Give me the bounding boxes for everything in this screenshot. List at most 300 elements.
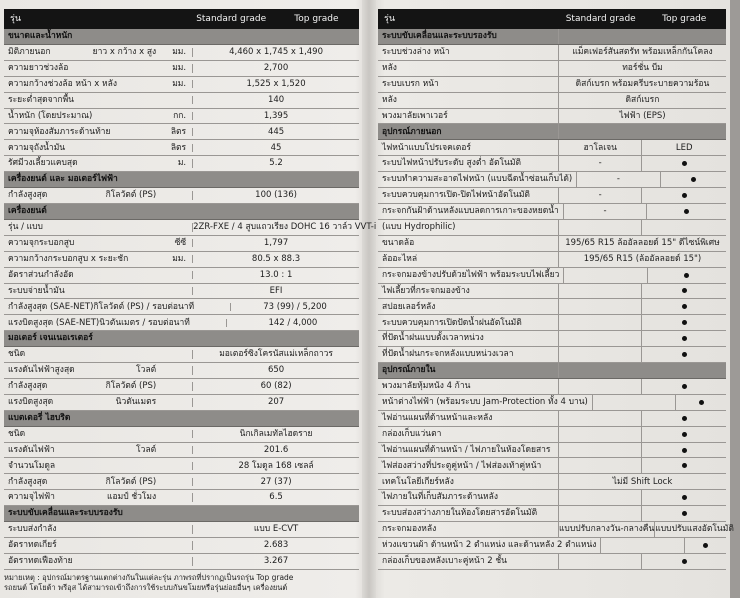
spec-subunit: กิโลวัตต์ (PS) / รอบต่อนาที [93, 301, 195, 312]
spec-label: ไฟเลี้ยวที่กระจกมองข้าง [378, 284, 559, 299]
spec-row [378, 522, 734, 538]
included-dot-icon [682, 288, 687, 293]
spec-value: 28 โมดูล 168 เซลล์ [192, 462, 359, 471]
spec-value: EFI [192, 287, 359, 296]
included-dot-icon [703, 543, 708, 548]
spec-row [378, 379, 726, 395]
spec-row [378, 458, 726, 474]
spec-row [4, 347, 359, 363]
section-title: เครื่องยนต์ และ มอเตอร์ไฟฟ้า [8, 174, 118, 185]
spec-row [4, 156, 359, 172]
top-value [676, 395, 726, 410]
spec-name: ความจุถังน้ำมัน [8, 142, 66, 153]
spec-row [4, 538, 359, 554]
spec-name: อัตราส่วนกำลังอัด [8, 269, 74, 280]
spec-label [4, 303, 198, 312]
spec-label: กล่องเก็บแว่นตา [378, 427, 559, 442]
spec-label [4, 96, 160, 105]
spec-subunit: นิวตันเมตร [115, 397, 157, 408]
spec-table-right [378, 9, 734, 570]
spec-label [4, 223, 160, 232]
included-dot-icon [691, 177, 696, 182]
spec-value: 1,525 x 1,520 [192, 80, 359, 89]
spec-label [4, 446, 160, 455]
header-top: Top grade [662, 13, 707, 24]
spec-label: กระจกกันฝ้าด้านหลังแบบลดการเกาะของหยดน้ำ [378, 204, 564, 219]
spec-row [4, 443, 359, 459]
spec-label: ระบบไฟหน้าปรับระดับ สูงต่ำ อัตโนมัติ [378, 156, 559, 171]
spec-row [4, 124, 359, 140]
standard-value [559, 299, 643, 314]
spec-row [4, 236, 359, 252]
spec-value: ไฟฟ้า (EPS) [619, 110, 666, 121]
standard-value [593, 395, 677, 410]
spec-label: หน้าต่างไฟฟ้า (พร้อมระบบ Jam-Protection ทั้ง 4 บาน) [378, 395, 593, 410]
spec-unit: ซีซี [174, 237, 187, 248]
spec-value: 45 [192, 144, 359, 153]
spec-unit: มม. [172, 63, 187, 74]
spec-label: หลัง [378, 61, 559, 76]
header-model: รุ่น [10, 13, 21, 24]
top-value [647, 204, 726, 219]
spec-label [4, 287, 160, 296]
spec-value: 73 (99) / 5,200 [230, 303, 359, 312]
section-title: อุปกรณ์ภายใน [378, 363, 559, 378]
spec-value: นิกเกิลเมทัลไฮดราย [192, 430, 359, 439]
top-value [642, 411, 726, 426]
spec-name: ความยาวช่วงล้อ [8, 63, 69, 74]
spec-row [4, 490, 359, 506]
spec-value: แบบ E-CVT [192, 525, 359, 534]
standard-value [559, 443, 643, 458]
spec-row [4, 140, 359, 156]
spec-row [378, 204, 726, 220]
spec-unit: กก. [173, 110, 187, 121]
spec-value: ทอร์ชั่น บีม [622, 63, 663, 74]
spec-value: 1,395 [192, 112, 359, 121]
header-model: รุ่น [384, 13, 395, 24]
spec-value: 195/65 R15 ล้ออัลลอยด์ 15" ดีไซน์พิเศษ [565, 237, 720, 248]
spec-label: ระบบควบคุมการเปิด-ปิดไฟหน้าอัตโนมัติ [378, 188, 559, 203]
section-header [378, 124, 726, 140]
section-header [4, 411, 359, 427]
spec-row [4, 93, 359, 109]
standard-value [559, 554, 643, 569]
spec-label [4, 271, 160, 280]
standard-value [559, 458, 643, 473]
spec-unit: มม. [172, 78, 187, 89]
footnote-line: รถยนต์ โตโยต้า พรีอุส ได้สามารถเข้าถึงการใช้ระบบกันขโมยหรือรุ่นย่อยอื่นๆ เครื่องยนต์ [4, 583, 288, 592]
top-value [642, 331, 726, 346]
header-standard: Standard grade [196, 13, 267, 24]
spec-row [378, 172, 726, 188]
section-header [378, 29, 726, 45]
section-title: ระบบขับเคลื่อนและระบบรองรับ [378, 29, 559, 44]
spec-row [4, 188, 359, 204]
spec-name: ความกว้างช่วงล้อ หน้า x หลัง [8, 78, 117, 89]
spec-row [378, 490, 726, 506]
spec-row [378, 299, 726, 315]
spec-row [378, 443, 726, 459]
section-title: มอเตอร์ เจนเนอเรเตอร์ [8, 333, 93, 344]
spec-row [4, 268, 359, 284]
spec-label: ขนาดล้อ [378, 236, 559, 251]
standard-value [559, 490, 643, 505]
included-dot-icon [682, 193, 687, 198]
standard-value: - [577, 172, 661, 187]
spec-unit: ลิตร [170, 142, 187, 153]
spec-name: กำลังสูงสุด [8, 476, 48, 487]
spec-subunit: โวลต์ [136, 444, 157, 455]
spec-value: 2.683 [192, 541, 359, 550]
included-dot-icon [684, 273, 689, 278]
footnote [4, 573, 724, 593]
top-value [642, 284, 726, 299]
spec-table-left [4, 9, 377, 570]
spec-value: 100 (136) [192, 191, 359, 200]
spec-name: อัตราทดเฟืองท้าย [8, 556, 73, 567]
spec-subunit: นิวตันเมตร / รอบต่อนาที [99, 317, 190, 328]
spec-row [378, 220, 726, 236]
spec-row [378, 109, 726, 125]
spec-row [378, 315, 726, 331]
included-dot-icon [682, 416, 687, 421]
top-value: แบบปรับแสงอัตโนมัติ [655, 524, 734, 535]
spec-label: ระบบทำความสะอาดไฟหน้า (แบบฉีดน้ำซ่อนเก็บได้) [378, 172, 577, 187]
top-value [642, 299, 726, 314]
spec-name: ความกว้างกระบอกสูบ x ระยะชัก [8, 253, 129, 264]
top-value [642, 220, 726, 235]
standard-value [559, 347, 643, 362]
spec-label: พวงมาลัยหุ้มหนัง 4 ก้าน [378, 379, 559, 394]
spec-value: 207 [192, 398, 359, 407]
spec-value: มอเตอร์ซิงโครนัสแม่เหล็กถาวร [192, 350, 359, 359]
spec-name: กำลังสูงสุด (SAE-NET) [8, 301, 94, 312]
standard-value [559, 427, 643, 442]
included-dot-icon [682, 448, 687, 453]
spec-row [378, 331, 726, 347]
included-dot-icon [682, 559, 687, 564]
spec-row [378, 554, 726, 570]
section-title: อุปกรณ์ภายนอก [378, 124, 559, 139]
spec-name: ความจุไฟฟ้า [8, 492, 55, 503]
spec-value: 2,700 [192, 64, 359, 73]
spec-name: กำลังสูงสุด [8, 381, 48, 392]
spec-value: 140 [192, 96, 359, 105]
section-title: เครื่องยนต์ [8, 206, 47, 217]
spec-row [378, 474, 726, 490]
standard-value: - [559, 188, 643, 203]
table-header [378, 9, 726, 29]
spec-row [378, 93, 726, 109]
spec-row [378, 252, 726, 268]
included-dot-icon [699, 400, 704, 405]
spec-row [4, 395, 359, 411]
standard-value [601, 538, 685, 553]
included-dot-icon [682, 511, 687, 516]
spec-name: แรงดันไฟฟ้าสูงสุด [8, 365, 75, 376]
spec-label [4, 319, 194, 328]
section-header [4, 331, 359, 347]
spec-value: 27 (37) [192, 478, 359, 487]
section-header [4, 506, 359, 522]
spec-row [4, 474, 359, 490]
spec-row [4, 252, 359, 268]
spec-row [4, 61, 359, 77]
spec-row [4, 299, 359, 315]
top-value [685, 538, 726, 553]
spec-row [378, 268, 726, 284]
spec-label [4, 112, 160, 121]
spec-label: ระบบเบรก หน้า [378, 77, 559, 92]
standard-value [559, 331, 643, 346]
standard-value [559, 411, 643, 426]
spec-row [4, 45, 359, 61]
top-value [642, 506, 726, 521]
included-dot-icon [682, 463, 687, 468]
spec-row [378, 538, 726, 554]
spec-name: ระยะต่ำสุดจากพื้น [8, 94, 74, 105]
spec-label [4, 128, 160, 137]
spec-label [4, 80, 160, 89]
top-value [642, 458, 726, 473]
spec-value: 2ZR-FXE / 4 สูบแถวเรียง DOHC 16 วาล์ว VVT-i [193, 222, 377, 233]
included-dot-icon [682, 336, 687, 341]
page-gutter [362, 0, 376, 598]
top-value [642, 443, 726, 458]
spec-row [378, 156, 726, 172]
header-top: Top grade [294, 13, 339, 24]
standard-value: - [564, 204, 648, 219]
spec-label [4, 144, 160, 153]
spec-subunit: โวลต์ [136, 365, 157, 376]
spec-label [4, 525, 160, 534]
top-value [642, 427, 726, 442]
spec-unit: มม. [172, 253, 187, 264]
spec-value: ดิสก์เบรก [625, 94, 660, 105]
spec-value: 80.5 x 88.3 [192, 255, 359, 264]
spec-row [378, 77, 726, 93]
spec-subunit: กิโลวัตต์ (PS) [105, 476, 157, 487]
spec-name: น้ำหนัก (โดยประมาณ) [8, 110, 93, 121]
spec-label [4, 541, 160, 550]
spec-value: แม็คเฟอร์สันสตรัท พร้อมเหล็กกันโคลง [572, 47, 713, 58]
spec-row [378, 236, 726, 252]
spec-name: รัศมีวงเลี้ยวแคบสุด [8, 158, 78, 169]
page-edge [730, 0, 740, 598]
spec-row [378, 427, 726, 443]
spec-row [378, 61, 726, 77]
spec-value: 13.0 : 1 [192, 271, 359, 280]
spec-name: รุ่น / แบบ [8, 222, 43, 233]
spec-label: ห่วงแขวนผ้า ด้านหน้า 2 ตำแหน่ง และด้านหลัง 2 ตำแหน่ง [378, 538, 601, 553]
spec-row [4, 379, 359, 395]
spec-label: ไฟอ่านแผนที่ด้านหน้า / ไฟภายในห้องโดยสาร [378, 443, 559, 458]
spec-value: 1,797 [192, 239, 359, 248]
spec-row [378, 284, 726, 300]
spec-label: ที่ปัดน้ำฝนกระจกหลังแบบหน่วงเวลา [378, 347, 559, 362]
top-value [661, 172, 726, 187]
top-value [642, 379, 726, 394]
top-value [642, 315, 726, 330]
standard-value [559, 379, 643, 394]
spec-label [4, 398, 160, 407]
included-dot-icon [682, 384, 687, 389]
spec-subunit: แอมป์ ชั่วโมง [107, 492, 157, 503]
top-value [642, 156, 726, 171]
standard-value: แบบปรับกลางวัน-กลางคืน [559, 522, 655, 537]
standard-value [559, 506, 643, 521]
standard-value [564, 268, 648, 283]
spec-label: หลัง [378, 93, 559, 108]
standard-value [559, 315, 643, 330]
spec-value: 445 [192, 128, 359, 137]
spec-unit: มม. [172, 47, 187, 58]
spec-row [378, 188, 726, 204]
spec-label: ที่ปัดน้ำฝนแบบตั้งเวลาหน่วง [378, 331, 559, 346]
standard-value: ฮาโลเจน [559, 140, 643, 155]
spec-name: ระบบจ่ายน้ำมัน [8, 285, 65, 296]
spec-name: แรงดันไฟฟ้า [8, 444, 55, 455]
spec-row [4, 363, 359, 379]
spec-label [4, 64, 160, 73]
spec-label: ไฟส่องสว่างที่ประตูคู่หน้า / ไฟส่องเท้าคู่หน้า [378, 458, 559, 473]
spec-value: 201.6 [192, 446, 359, 455]
spec-label [4, 255, 160, 264]
top-value [648, 268, 726, 283]
spec-row [4, 427, 359, 443]
spec-label [4, 191, 160, 200]
included-dot-icon [682, 304, 687, 309]
included-dot-icon [682, 161, 687, 166]
included-dot-icon [682, 352, 687, 357]
standard-value [559, 284, 643, 299]
spec-row [4, 458, 359, 474]
spec-subunit: กิโลวัตต์ (PS) [105, 381, 157, 392]
spec-row [378, 45, 726, 61]
section-header [4, 204, 359, 220]
spec-label: กระจกมองข้างปรับด้วยไฟฟ้า พร้อมระบบไฟเลี้ยว [378, 268, 564, 283]
table-header [4, 9, 359, 29]
spec-value: 195/65 R15 (ล้ออัลลอยด์ 15") [583, 253, 702, 264]
section-header [4, 29, 359, 45]
spec-name: ระบบส่งกำลัง [8, 524, 57, 535]
spec-row [378, 506, 726, 522]
spec-label: สปอยเลอร์หลัง [378, 299, 559, 314]
spec-label [4, 239, 160, 248]
spec-value: ดิสก์เบรก พร้อมครีบระบายความร้อน [575, 78, 710, 89]
spec-name: ความจุห้องสัมภาระด้านท้าย [8, 126, 111, 137]
spec-row [378, 347, 726, 363]
spec-name: จำนวนโมดูล [8, 460, 56, 471]
spec-row [4, 315, 359, 331]
top-value [642, 188, 726, 203]
header-standard: Standard grade [565, 13, 636, 24]
spec-value: 6.5 [192, 493, 359, 502]
section-title: ระบบขับเคลื่อนและระบบรองรับ [8, 508, 123, 519]
spec-value: 60 (82) [192, 382, 359, 391]
spec-label: กล่องเก็บของหลังเบาะคู่หน้า 2 ชั้น [378, 554, 559, 569]
spec-row [4, 284, 359, 300]
spec-label: ไฟหน้าแบบโปรเจคเตอร์ [378, 140, 559, 155]
spec-name: อัตราทดเกียร์ [8, 540, 57, 551]
spec-label [4, 382, 160, 391]
included-dot-icon [684, 209, 689, 214]
top-value [642, 490, 726, 505]
spec-label [4, 478, 160, 487]
spec-label [4, 350, 160, 359]
spec-unit: ม. [177, 158, 187, 169]
spec-row [4, 220, 377, 236]
spec-label [4, 430, 160, 439]
spec-name: แรงบิดสูงสุด [8, 397, 54, 408]
spec-name: ความจุกระบอกสูบ [8, 237, 75, 248]
spec-row [4, 554, 359, 570]
spec-row [378, 411, 726, 427]
top-value [642, 347, 726, 362]
spec-value: 4,460 x 1,745 x 1,490 [192, 48, 359, 57]
spec-label [4, 462, 160, 471]
top-value [642, 554, 726, 569]
section-title: แบตเตอรี่ ไฮบริด [8, 412, 71, 423]
spec-label [4, 159, 160, 168]
footnote-line: หมายเหตุ : อุปกรณ์มาตรฐานแตกต่างกันในแต่ละรุ่น ภาพรถที่ปรากฏเป็นรถรุ่น Top grade [4, 573, 294, 582]
spec-value: 142 / 4,000 [226, 319, 359, 328]
standard-value [559, 220, 643, 235]
spec-label [4, 493, 160, 502]
section-header [378, 363, 726, 379]
spec-row [4, 77, 359, 93]
spec-name: ชนิด [8, 428, 26, 439]
spec-subunit: กิโลวัตต์ (PS) [105, 190, 157, 201]
spec-label: ล้ออะไหล่ [378, 252, 559, 267]
spec-label: ระบบช่วงล่าง หน้า [378, 45, 559, 60]
spec-label: (แบบ Hydrophilic) [378, 220, 559, 235]
spec-row [378, 395, 726, 411]
spec-label: ไฟภายในที่เก็บสัมภาระด้านหลัง [378, 490, 559, 505]
spec-value: 3.267 [192, 557, 359, 566]
spec-value: 650 [192, 366, 359, 375]
spec-subunit: ยาว x กว้าง x สูง [92, 47, 157, 58]
included-dot-icon [682, 320, 687, 325]
spec-label: กระจกมองหลัง [378, 522, 559, 537]
spec-value: ไม่มี Shift Lock [612, 476, 673, 487]
spec-unit: ลิตร [170, 126, 187, 137]
spec-name: กำลังสูงสุด [8, 190, 48, 201]
included-dot-icon [682, 432, 687, 437]
section-title: ขนาดและน้ำหนัก [8, 31, 73, 42]
spec-row [4, 522, 359, 538]
included-dot-icon [682, 495, 687, 500]
spec-label: ระบบส่องสว่างภายในห้องโดยสารอัตโนมัติ [378, 506, 559, 521]
spec-label: ระบบควบคุมการเปิดปัดน้ำฝนอัตโนมัติ [378, 315, 559, 330]
spec-name: ชนิด [8, 349, 26, 360]
spec-label: พวงมาลัยเพาเวอร์ [378, 109, 559, 124]
spec-name: มิติภายนอก [8, 47, 51, 58]
spec-label [4, 366, 160, 375]
spec-label: เทคโนโลยีเกียร์หลัง [378, 474, 559, 489]
spec-label: ไฟอ่านแผนที่ด้านหน้าและหลัง [378, 411, 559, 426]
top-value: LED [675, 142, 693, 153]
spec-name: แรงบิดสูงสุด (SAE-NET) [8, 317, 100, 328]
spec-label [4, 48, 160, 57]
section-header [4, 172, 359, 188]
standard-value: - [559, 156, 643, 171]
spec-value: 5.2 [192, 159, 359, 168]
spec-row [4, 109, 359, 125]
spec-row [378, 140, 726, 156]
spec-label [4, 557, 160, 566]
